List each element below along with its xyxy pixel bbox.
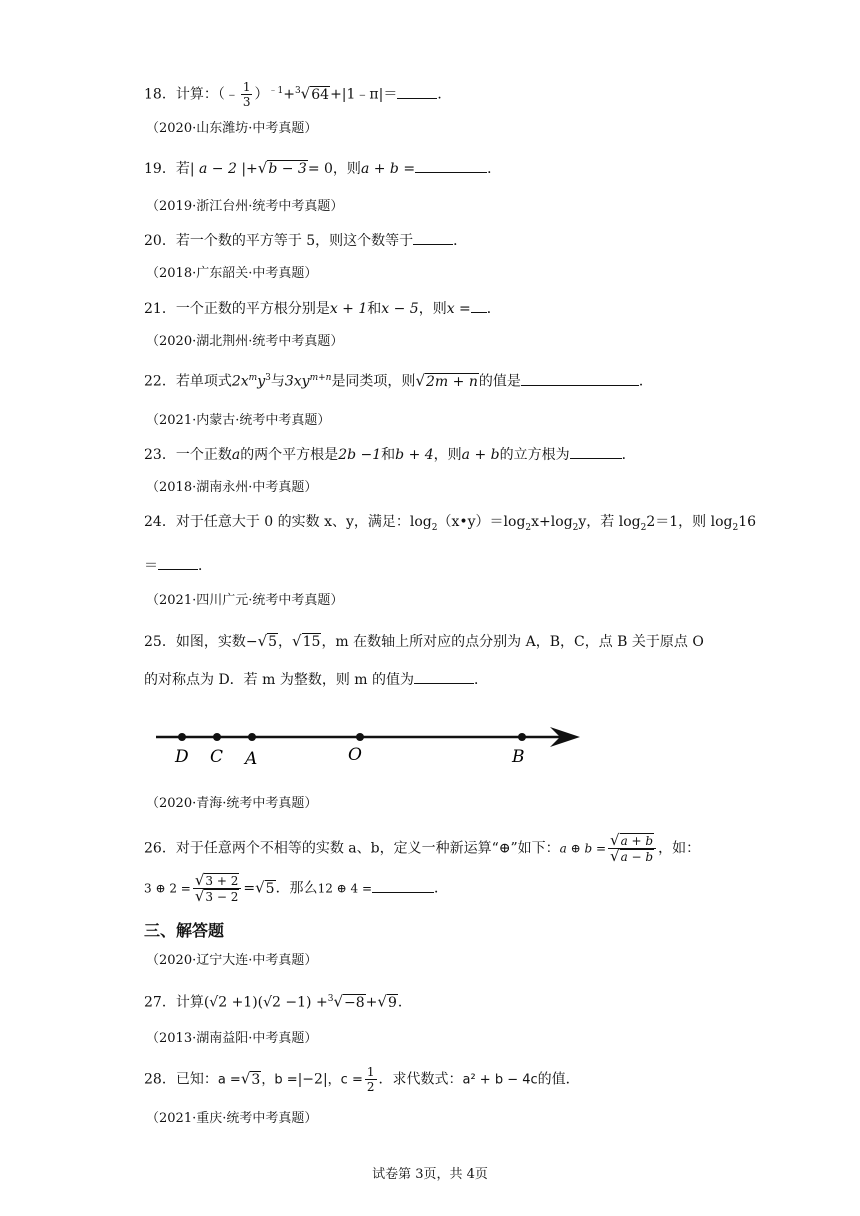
source-20: （2018·广东韶关·中考真题） [146,266,318,281]
source-19: （2019·浙江台州·统考中考真题） [146,199,344,214]
source-22: （2021·内蒙古·统考中考真题） [146,413,331,428]
label-d: D [175,747,189,767]
source-27: （2013·湖南益阳·中考真题） [146,1031,318,1046]
question-27: 27．计算(√2 +1)(√2 −1) +$^3$√−8+√9． [144,992,412,1011]
source-23: （2018·湖南永州·中考真题） [146,480,318,495]
section-heading: 三、解答题 [144,921,225,940]
question-26-line2: 3 ⊕ 2 = $\frac{√3 + 2}{√3 - 2}$ =√5．那么12 ⊕ 4 = ． [144,871,449,905]
question-26: 26．对于任意两个不相等的实数 a、b，定义一种新运算“⊕”如下：a ⊕ b = $\frac{√a + b}{√a - b}$ ，如： [144,831,701,865]
source-25: （2020·青海·统考中考真题） [146,796,318,811]
answer-blank[interactable] [521,371,639,386]
answer-blank[interactable] [158,555,198,570]
question-21: 21．一个正数的平方根分别是x + 1和x − 5，则x = ． [144,298,501,319]
source-26: （2020·辽宁大连·中考真题） [146,953,318,968]
question-25-line2: 的对称点为 D．若 m 为整数，则 m 的值为 ． [144,669,488,690]
label-c: C [210,747,224,767]
answer-blank[interactable] [397,84,437,99]
answer-blank[interactable] [414,669,474,684]
point-a [248,733,256,741]
question-18: 18．计算：（﹣ $\frac{1}{3}$ ）$^{﹣1}$+$^3$√64+|1﹣π|＝ ． [144,80,452,109]
question-20: 20．若一个数的平方等于 5，则这个数等于 ． [144,230,467,251]
point-c [213,733,221,741]
source-28: （2021·重庆·统考中考真题） [146,1111,318,1126]
source-24: （2021·四川广元·统考中考真题） [146,593,344,608]
answer-blank[interactable] [570,444,622,459]
question-19: 19．若| a − 2 |+√b − 3= 0，则a + b = ． [144,159,502,177]
answer-blank[interactable] [415,158,487,173]
question-23: 23．一个正数a的两个平方根是2b −1和b + 4，则a + b的立方根为 ． [144,444,636,465]
point-o [356,733,364,741]
question-24: 24．对于任意大于 0 的实数 x、y，满足：$\log_2(x•y)=\log_2x+\log_2y$，若 $\log_22=1$，则 $\log_216$ [144,514,757,533]
question-24-line2: ＝ ． [144,555,212,576]
answer-blank[interactable] [413,230,453,245]
page-footer: 试卷第 3页，共 4页 [372,1167,488,1182]
answer-blank[interactable] [372,878,434,893]
label-a: A [245,749,258,769]
number-line-figure [150,722,590,772]
point-d [178,733,186,741]
point-b [518,733,526,741]
question-25: 25．如图，实数−√5，√15，m 在数轴上所对应的点分别为 A，B，C，点 B 关于原点 O [144,632,704,650]
source-21: （2020·湖北荆州·统考中考真题） [146,334,344,349]
question-28: 28．已知：a =√3，b =|−2|，c = $\frac{1}{2}$ ．求代数式：a² + b − 4c的值． [144,1065,580,1094]
label-b: B [512,747,525,767]
answer-blank[interactable] [471,298,487,313]
source-18: （2020·山东潍坊·中考真题） [146,121,318,136]
question-22: 22．若单项式$2x^my^3$与$3xy^{m+n}$是同类项，则√2m + n的值是 ． [144,371,653,390]
fraction: $\frac{1}{3}$ [242,80,251,109]
label-o: O [348,745,362,765]
